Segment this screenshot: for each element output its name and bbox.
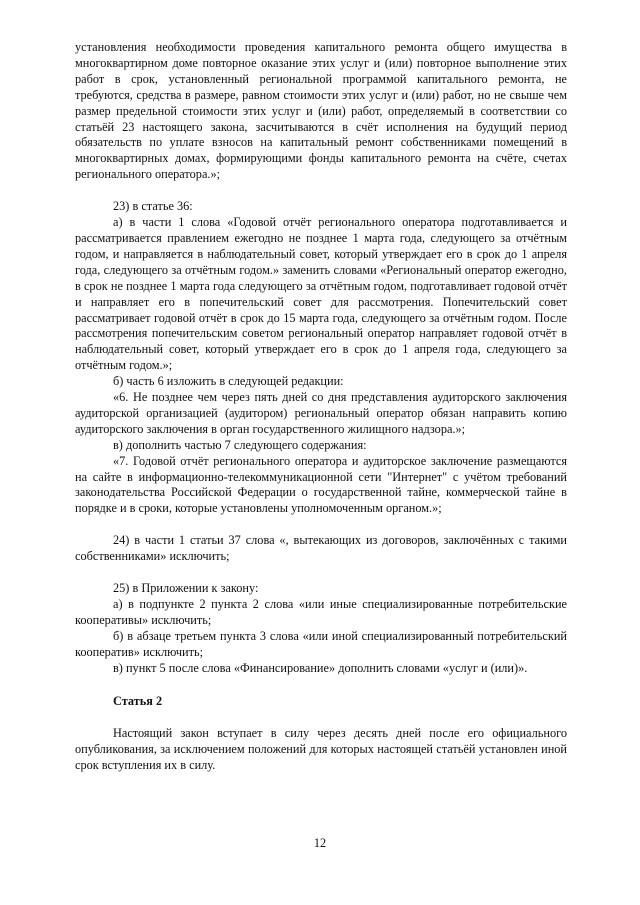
document-body xyxy=(75,40,567,774)
paragraph-continuation: установления необходимости проведения капитального ремонта общего имущества в многоквартирном доме повторное оказание этих услуг и (или) повторное выполнение этих работ в срок, установленный региональной программой капитального ремонта, не требуются, средства в размере, равном стоимости этих услуг и (или) работ, но не свыше чем размер предельной стоимости этих услуг и (или) работ, определяемый в соответствии со статьёй 23 настоящего закона, засчитываются в счёт исполнения на будущий период обязательств по уплате взносов на капитальный ремонт собственниками помещений в многоквартирных домах, формирующими фонды капитального ремонта на счёте, счетах регионального оператора.»; xyxy=(75,40,567,182)
article-2-heading: Статья 2 xyxy=(113,693,163,708)
item-23-a: а) в части 1 слова «Годовой отчёт регионального оператора подготавливается и рассматривается правлением ежегодно не позднее 1 марта года, следующего за отчётным годом, и направляется в наблюдательный совет, который утверждает его в срок до 1 апреля года, следующего за отчётным годом.» заменить словами «Региональный оператор ежегодно, в срок не позднее 1 марта года следующего за отчётным годом, подготавливает годовой отчёт и направляет его в попечительский совет для рассмотрения. Попечительский совет рассматривает годовой отчёт в срок до 15 марта года, следующего за отчётным годом. После рассмотрения попечительским советом региональный оператор направляет годовой отчёт в наблюдательный совет, который утверждает его в срок до 1 апреля года, следующего за отчётным годом.»; xyxy=(75,215,567,373)
item-24: 24) в части 1 статьи 37 слова «, вытекающих из договоров, заключённых с такими собственниками» исключить; xyxy=(75,533,567,564)
item-25-a: а) в подпункте 2 пункта 2 слова «или иные специализированные потребительские кооперативы» исключить; xyxy=(75,597,567,627)
item-23-v: в) дополнить частью 7 следующего содержания: xyxy=(113,437,367,452)
part-6-text: «6. Не позднее чем через пять дней со дня представления аудиторского заключения аудиторской организацией (аудитором) региональный оператор обязан направить копию аудиторского заключения в орган государственного жилищного надзора.»; xyxy=(75,390,567,436)
item-25: 25) в Приложении к закону: xyxy=(113,581,259,596)
item-23: 23) в статье 36: xyxy=(113,199,193,214)
item-23-b: б) часть 6 изложить в следующей редакции: xyxy=(113,374,344,389)
article-2-text: Настоящий закон вступает в силу через десять дней после его официального опубликования, за исключением положений для которых настоящей статьёй установлен иной срок вступления их в силу. xyxy=(75,726,567,773)
item-25-b: б) в абзаце третьем пункта 3 слова «или иной специализированный потребительский кооператив» исключить; xyxy=(75,628,567,659)
item-25-v: в) пункт 5 после слова «Финансирование» дополнить словами «услуг и (или)». xyxy=(113,660,528,675)
page-number: 12 xyxy=(313,836,327,850)
part-7-text: «7. Годовой отчёт регионального оператора и аудиторское заключение размещаются на сайте в информационно-телекоммуникационной сети "Интернет" с учётом требований законодательства Российской Федерации о государственной тайне, коммерческой тайне в порядке и в сроки, которые установлены уполномоченным органом.»; xyxy=(75,453,567,516)
